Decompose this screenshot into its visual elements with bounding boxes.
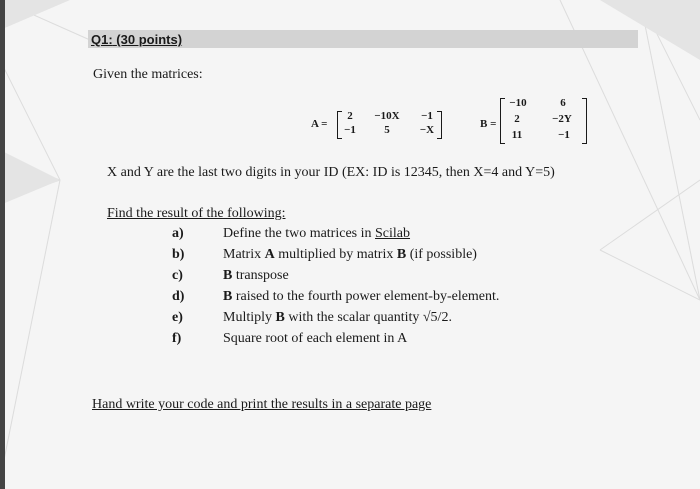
item-text-part: multiplied by matrix [274,247,397,262]
item-letter: e) [172,310,183,325]
intro-text: Given the matrices: [93,67,203,82]
matrix-b-cell: −2Y [552,113,572,125]
item-text-part: (if possible) [406,247,477,262]
matrix-b-cell: −10 [509,97,527,109]
item-letter: c) [172,268,183,283]
matrix-a-right-bracket [437,111,442,139]
item-text [223,289,499,305]
matrix-a-cell: 2 [347,110,353,122]
item-letter: d) [172,289,185,304]
item-text-part: Define the two matrices in [223,226,376,241]
item-text-part: transpose [232,268,289,283]
item-text-part: Scilab [375,226,411,241]
item-text [223,310,452,326]
matrix-b-label: B = [480,118,497,130]
item-letter: f) [172,331,182,346]
item-letter: a) [172,226,184,241]
item-text-bold: B [275,310,285,325]
item-letter: b) [172,247,185,262]
item-text-part: Multiply [223,310,276,325]
matrix-b-cell: 6 [560,97,566,109]
matrix-b-cell: −1 [558,129,570,141]
item-text-part: raised to the fourth power element-by-element. [232,289,500,304]
item-text [223,331,407,347]
item-text-bold: B [223,289,233,304]
matrix-a-cell: −10X [374,110,400,122]
item-text-bold: B [396,247,407,262]
item-text [223,268,289,284]
footer-instruction: Hand write your code and print the results in a separate page [92,397,432,412]
question-title [91,32,182,47]
question-points: (30 points) [116,32,183,47]
matrix-b-right-bracket [582,98,587,144]
matrix-a-cell: −1 [421,110,433,122]
item-text-bold: B [223,268,233,283]
item-text-bold: A [264,247,275,262]
item-text-part: Square root of each element in A [223,331,408,346]
matrix-a-cell: −1 [344,124,356,136]
matrix-b-cell: 2 [514,113,520,125]
matrix-a-label: A = [311,118,328,130]
item-text-part: Matrix [223,247,265,262]
matrix-b-cell: 11 [511,129,523,141]
question-label: Q1: [91,32,113,47]
item-text [223,226,410,242]
xy-definition: X and Y are the last two digits in your ID (EX: ID is 12345, then X=4 and Y=5) [107,165,555,180]
find-heading: Find the result of the following: [107,206,286,221]
matrix-a-cell: 5 [384,124,390,136]
item-text [223,247,477,263]
matrix-a-cell: −X [419,124,435,136]
item-text-part: with the scalar quantity √5/2. [284,310,452,325]
